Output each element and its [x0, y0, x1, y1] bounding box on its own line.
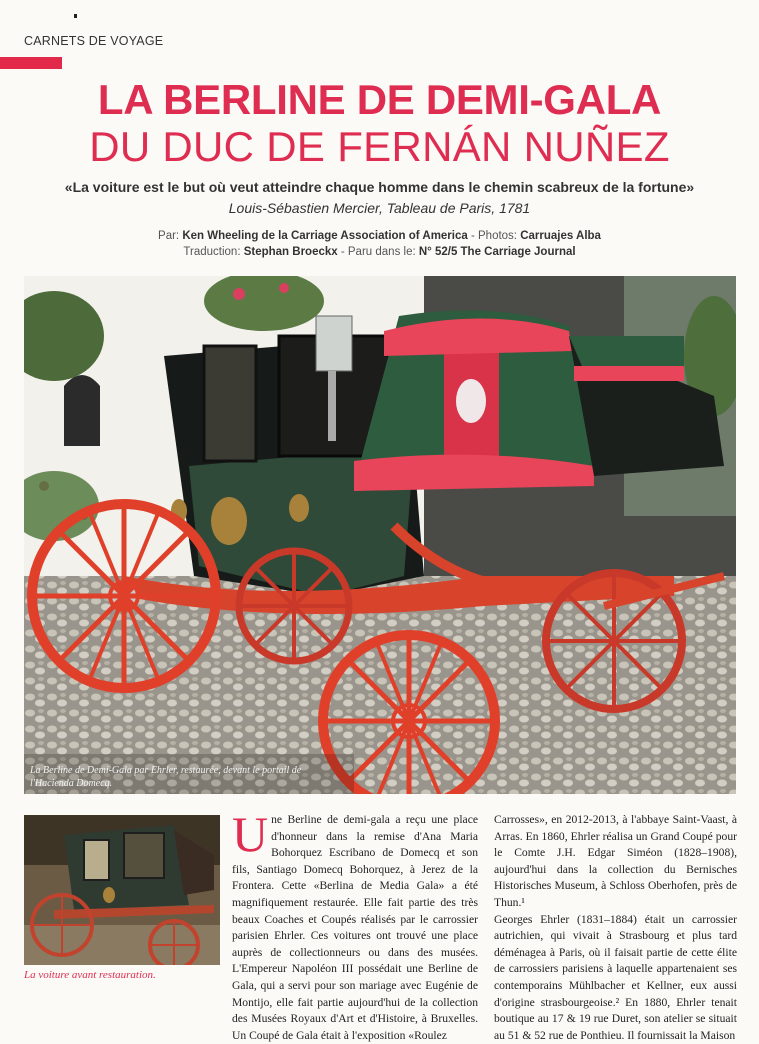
section-accent-bar: [0, 57, 62, 69]
article-paragraph: Carrosses», en 2012-2013, à l'abbaye Saint-Vaast, à Arras. En 1860, Ehrler réalisa un Grand Coupé pour le Comte J.H. Edgar Siméon (1828–1908), aujourd'hui dans la collection du Bernisches Historisches Museum, à Schloss Oberhofen, près de Thun.¹: [494, 813, 737, 909]
main-photo-caption: La Berline de Demi-Gala par Ehrler, restaurée, devant le portail de l'Hacienda Domecq.: [30, 765, 302, 789]
credit-author: Ken Wheeling de la Carriage Association of America: [182, 230, 468, 242]
credit-photographer: Carruajes Alba: [520, 230, 601, 242]
article-paragraph: Georges Ehrler (1831–1884) était un carrossier autrichien, qui vivait à Strasbourg et plus tard déménagea à Paris, où il faisait partie de cette élite de carrossiers parisiens à laquelle appartenaient ses contemporains Mühlbacher et Kellner, eux aussi d'origine strasbourgeoise.² En 1880, Ehrler tenait boutique au 17 & 19 rue Duret, son atelier se situait au 51 & 52 rue de Ponthieu. Il fournissait la Maison: [494, 912, 737, 1042]
article-column-2: [494, 812, 737, 1044]
epigraph-quote: «La voiture est le but où veut atteindre chaque homme dans le chemin scabreux de la fortune»: [64, 179, 695, 195]
before-photo-caption: La voiture avant restauration.: [24, 969, 156, 981]
credit-photos-label: - Photos:: [467, 230, 517, 242]
carriage-photo-restored: [24, 276, 736, 794]
epigraph-attribution: Louis-Sébastien Mercier, Tableau de Paris, 1781: [228, 200, 531, 216]
article-col1-text: ne Berline de demi-gala a reçu une place d'honneur dans la remise d'Ana Maria Bohorquez Escribano de Domecq et son fils, Santiago Domecq Bohorquez, à Jerez de la Frontera. Cette «Berlina de Media Gala» a été magnifiquement restaurée. Elle fait partie des très beaux Coaches et Coupés réalisés par le carrossier parisien Ehrler. Ces voitures ont trouvé une place auprès de collectionneurs ou dans des musées. L'Empereur Napoléon III possédait une Berline de Gala, qui a servi pour son mariage avec Eugénie de Montijo, elle fait partie aujourd'hui de la collection des Musées Royaux d'Art et d'Histoire, à Bruxelles. Un Coupé de Gala était à l'exposition «Roulez: [232, 813, 478, 1042]
article-column-1: [232, 806, 478, 1044]
section-label: CARNETS DE VOYAGE: [24, 34, 164, 48]
credits-line-author: [0, 230, 759, 242]
credit-paru-label: - Paru dans le:: [337, 246, 416, 258]
credits-line-translation: [0, 246, 759, 258]
credit-source: N° 52/5 The Carriage Journal: [418, 246, 576, 258]
article-title-line1: LA BERLINE DE DEMI-GALA: [97, 76, 662, 123]
registration-mark: [74, 14, 77, 18]
article-title-line2: DU DUC DE FERNÁN NUÑEZ: [89, 123, 670, 170]
credit-traduction-label: Traduction:: [183, 246, 241, 258]
credit-par-label: Par:: [158, 230, 180, 242]
credit-translator: Stephan Broeckx: [243, 246, 338, 258]
drop-cap: U: [232, 806, 269, 862]
carriage-photo-before-restoration: [24, 815, 220, 965]
